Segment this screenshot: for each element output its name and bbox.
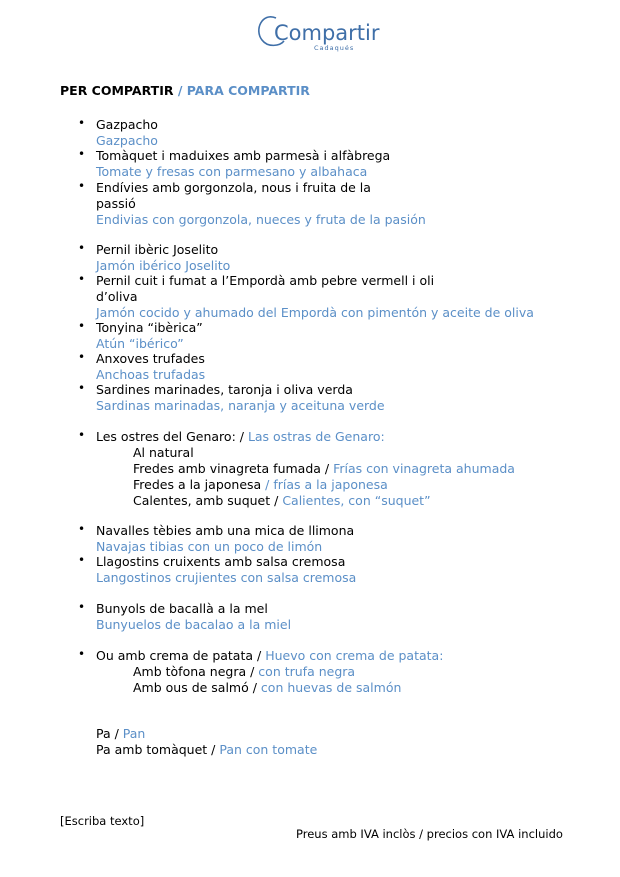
menu-item <box>78 350 206 383</box>
item-name-es: Sardinas marinadas, naranja y aceituna verde <box>96 398 385 413</box>
bullet: • <box>78 350 86 364</box>
menu-item <box>78 553 357 586</box>
item-name-sep: / <box>239 429 248 444</box>
bread-list <box>96 726 317 758</box>
item-name-es: Bunyuelos de bacalao a la miel <box>96 617 292 632</box>
menu-item <box>78 241 231 274</box>
menu-item <box>78 647 444 696</box>
item-name-ca: Llagostins cruixents amb salsa cremosa <box>96 554 346 569</box>
bullet: • <box>78 147 86 161</box>
item-name-ca: Navalles tèbies amb una mica de llimona <box>96 523 355 538</box>
item-name-ca: Pernil cuit i fumat a l’Empordà amb pebre vermell i oli <box>96 273 435 288</box>
oyster-option <box>96 461 515 477</box>
egg-option-es: con huevas de salmón <box>260 680 402 695</box>
item-name-es: Anchoas trufadas <box>96 367 206 382</box>
bread-item-es: Pan <box>122 726 146 741</box>
oyster-option-ca: Calentes, amb suquet / <box>133 493 283 508</box>
item-name-es: Tomate y fresas con parmesano y albahaca <box>96 164 368 179</box>
menu-item <box>78 428 515 509</box>
item-name-ca: Tonyina “ibèrica” <box>96 320 203 335</box>
item-name-ca-cont: d’oliva <box>96 289 138 304</box>
bullet: • <box>78 381 86 395</box>
item-name-ca: Sardines marinades, taronja i oliva verda <box>96 382 353 397</box>
bullet: • <box>78 553 86 567</box>
item-name-ca: Ou amb crema de patata / <box>96 648 266 663</box>
logo-text: Compartir <box>274 21 380 45</box>
oyster-option <box>96 493 515 509</box>
item-name-es: Gazpacho <box>96 133 158 148</box>
menu-item <box>78 179 426 228</box>
bread-item-ca: Pa / <box>96 726 123 741</box>
oyster-option <box>96 477 515 493</box>
item-name-ca: Tomàquet i maduixes amb parmesà i alfàbrega <box>96 148 391 163</box>
item-name-es: Las ostras de Genaro: <box>247 429 385 444</box>
bullet: • <box>78 428 86 442</box>
bullet: • <box>78 600 86 614</box>
bullet: • <box>78 179 86 193</box>
bread-item-ca: Pa amb tomàquet / <box>96 742 220 757</box>
section-title-sep: / <box>173 83 187 98</box>
oyster-option-es: Calientes, con “suquet” <box>282 493 431 508</box>
item-name-es: Jamón ibérico Joselito <box>96 258 231 273</box>
oyster-option-es: / frías a la japonesa <box>265 477 388 492</box>
bullet: • <box>78 241 86 255</box>
item-name-es: Langostinos crujientes con salsa cremosa <box>96 570 357 585</box>
egg-option-ca: Amb tòfona negra / <box>133 664 259 679</box>
logo-subtext: Cadaqués <box>314 44 355 52</box>
egg-option-ca: Amb ous de salmó / <box>133 680 261 695</box>
item-name-es: Endivias con gorgonzola, nueces y fruta de la pasión <box>96 212 426 227</box>
bullet: • <box>78 647 86 661</box>
egg-option <box>96 680 443 696</box>
oyster-option <box>96 445 515 461</box>
menu-item <box>78 319 203 352</box>
bread-item <box>96 742 317 758</box>
item-name-ca: Gazpacho <box>96 117 158 132</box>
bullet: • <box>78 116 86 130</box>
compartir-logo <box>254 8 380 56</box>
item-name-ca: Endívies amb gorgonzola, nous i fruita de la <box>96 180 371 195</box>
oyster-option-ca: Fredes a la japonesa <box>133 477 266 492</box>
section-title-ca: PER COMPARTIR <box>60 83 174 98</box>
bullet: • <box>78 272 86 286</box>
section-title-es: PARA COMPARTIR <box>186 83 310 98</box>
footer-placeholder: [Escriba texto] <box>60 814 145 828</box>
menu-item <box>78 116 158 149</box>
bread-item <box>96 726 317 742</box>
menu-item <box>78 381 385 414</box>
item-name-es: Navajas tibias con un poco de limón <box>96 539 323 554</box>
section-title <box>60 83 310 98</box>
menu-item <box>78 600 292 633</box>
menu-item <box>78 147 391 180</box>
oyster-option-es: Frías con vinagreta ahumada <box>333 461 515 476</box>
menu-item <box>78 272 534 321</box>
item-name-es: Huevo con crema de patata: <box>265 648 444 663</box>
oyster-option-ca: Al natural <box>133 445 194 460</box>
item-name-ca: Pernil ibèric Joselito <box>96 242 219 257</box>
bread-item-es: Pan con tomate <box>219 742 318 757</box>
menu-item <box>78 522 355 555</box>
item-name-ca-cont: passió <box>96 196 136 211</box>
item-name-ca: Bunyols de bacallà a la mel <box>96 601 268 616</box>
oyster-option-ca: Fredes amb vinagreta fumada / <box>133 461 334 476</box>
item-name-ca: Anxoves trufades <box>96 351 205 366</box>
bullet: • <box>78 319 86 333</box>
footer-vat-note: Preus amb IVA inclòs / precios con IVA incluido <box>296 827 563 841</box>
item-name-es: Atún “ibérico” <box>96 336 184 351</box>
egg-option-es: con trufa negra <box>258 664 356 679</box>
egg-option <box>96 664 443 680</box>
bullet: • <box>78 522 86 536</box>
item-name-ca: Les ostres del Genaro: <box>96 429 240 444</box>
item-name-es: Jamón cocido y ahumado del Empordà con pimentón y aceite de oliva <box>96 305 534 320</box>
